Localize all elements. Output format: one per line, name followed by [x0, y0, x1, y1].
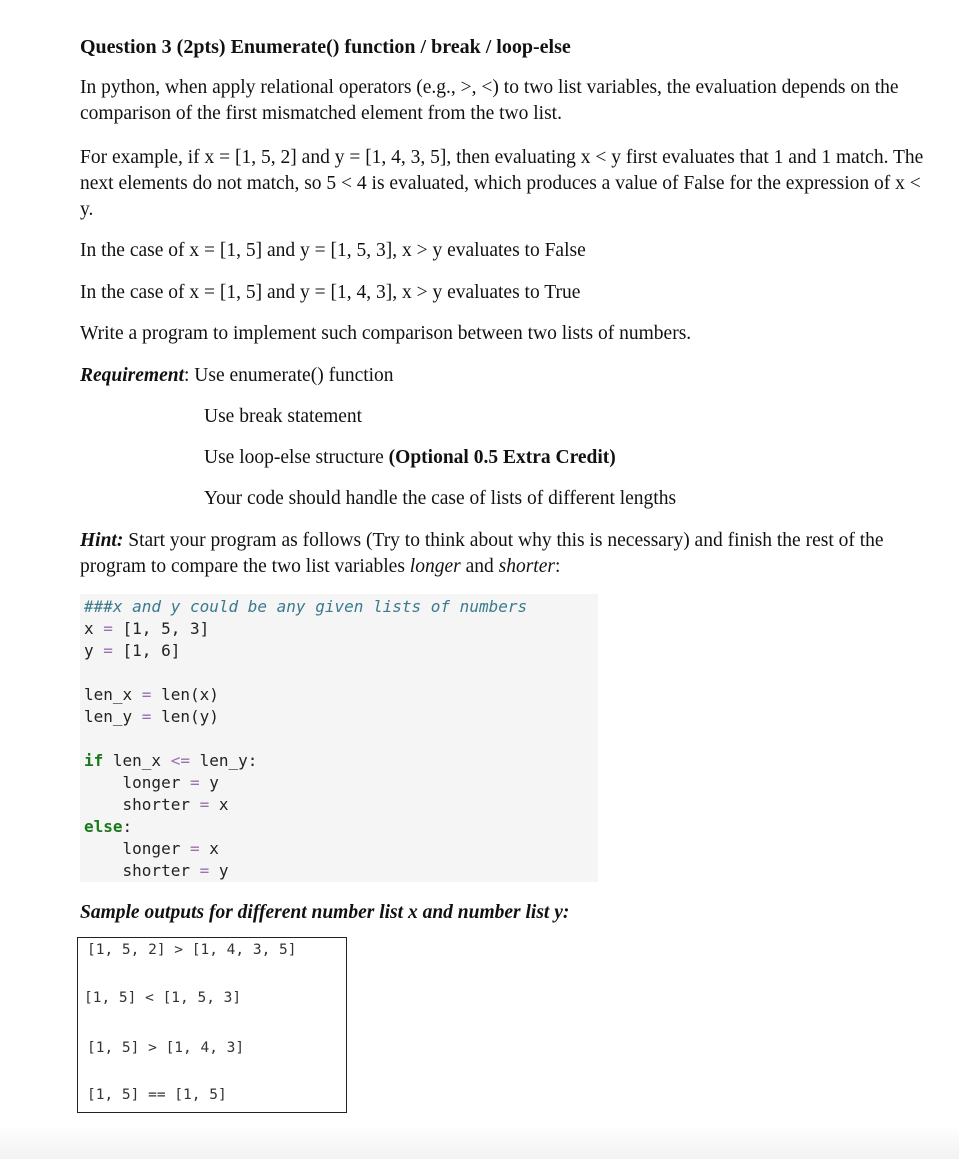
code-if-right: len_y: — [189, 751, 258, 770]
case-paragraph-1: In the case of x = [1, 5] and y = [1, 5, 3], x > y evaluates to False — [80, 240, 586, 261]
case-paragraph-2: In the case of x = [1, 5] and y = [1, 4, 3], x > y evaluates to True — [80, 282, 581, 303]
code-leny-var: len_y — [84, 707, 142, 726]
sample-outputs-title: Sample outputs for different number list x and number list y: — [80, 902, 570, 923]
hint-colon: : — [554, 556, 561, 577]
code-block — [80, 594, 598, 882]
sample-output-line: [1, 5] < [1, 5, 3] — [84, 990, 242, 1006]
code-leny-value: len(y) — [151, 707, 219, 726]
requirement-label: Requirement — [80, 365, 185, 386]
code-longer1-op: = — [189, 773, 200, 792]
code-longer2-var: longer — [84, 839, 190, 858]
code-longer1-value: y — [199, 773, 219, 792]
code-shorter1-op: = — [199, 795, 210, 814]
extra-credit-label: (Optional 0.5 Extra Credit) — [388, 447, 616, 468]
hint-longer: longer — [409, 556, 461, 577]
code-lenx-op: = — [141, 685, 152, 704]
requirement-item-break: Use break statement — [204, 406, 363, 427]
sample-output-line: [1, 5, 2] > [1, 4, 3, 5] — [87, 942, 297, 958]
sample-output-line: [1, 5] > [1, 4, 3] — [87, 1040, 245, 1056]
code-if-keyword: if — [84, 751, 104, 770]
code-shorter2-op: = — [199, 861, 210, 880]
code-x-value: [1, 5, 3] — [112, 619, 210, 638]
hint-and: and — [460, 556, 499, 577]
hint-paragraph — [80, 528, 930, 580]
code-lenx-value: len(x) — [151, 685, 219, 704]
code-y-value: [1, 6] — [112, 641, 181, 660]
code-shorter1-value: x — [209, 795, 229, 814]
code-else-keyword: else — [84, 817, 123, 836]
intro-paragraph: In python, when apply relational operators (e.g., >, <) to two list variables, the evaluation depends on the comparison of the first mismatched element from the two list. — [80, 77, 899, 124]
code-shorter2-value: y — [209, 861, 229, 880]
task-paragraph: Write a program to implement such comparison between two lists of numbers. — [80, 323, 692, 344]
code-text — [80, 594, 598, 882]
code-longer1-var: longer — [84, 773, 190, 792]
requirement-item-loop-else-text: Use loop-else structure — [204, 447, 389, 468]
code-if-left: len_x — [103, 751, 171, 770]
code-shorter2-var: shorter — [84, 861, 200, 880]
code-y-op: = — [103, 641, 113, 660]
requirement-item-lengths: Your code should handle the case of lists of different lengths — [204, 488, 677, 509]
requirement-item-loop-else — [204, 445, 616, 471]
code-longer2-op: = — [189, 839, 200, 858]
question-title: Question 3 (2pts) Enumerate() function / break / loop-else — [80, 36, 571, 58]
hint-shorter: shorter — [498, 556, 555, 577]
code-leny-op: = — [141, 707, 152, 726]
hint-label: Hint: — [80, 530, 124, 551]
requirement-text: : Use enumerate() function — [184, 365, 394, 386]
sample-output-line: [1, 5] == [1, 5] — [87, 1087, 227, 1103]
requirement-line — [80, 363, 930, 389]
page-bottom-shadow — [0, 1125, 959, 1159]
hint-text: Start your program as follows (Try to think about why this is necessary) and finish the rest of the program to compare the two list variables — [80, 530, 884, 577]
code-x-op: = — [103, 619, 113, 638]
code-x-var: x — [84, 619, 104, 638]
sample-output-box — [77, 937, 347, 1113]
code-lenx-var: len_x — [84, 685, 142, 704]
code-shorter1-var: shorter — [84, 795, 200, 814]
code-y-var: y — [84, 641, 104, 660]
code-if-op: <= — [170, 751, 190, 770]
example-paragraph: For example, if x = [1, 5, 2] and y = [1, 4, 3, 5], then evaluating x < y first evaluates that 1 and 1 match. The next elements do not match, so 5 < 4 is evaluated, which produces a value of False for the expression of x < y. — [80, 147, 924, 220]
code-longer2-value: x — [199, 839, 219, 858]
code-comment: ###x and y could be any given lists of numbers — [84, 597, 528, 616]
code-else-colon: : — [122, 817, 133, 836]
